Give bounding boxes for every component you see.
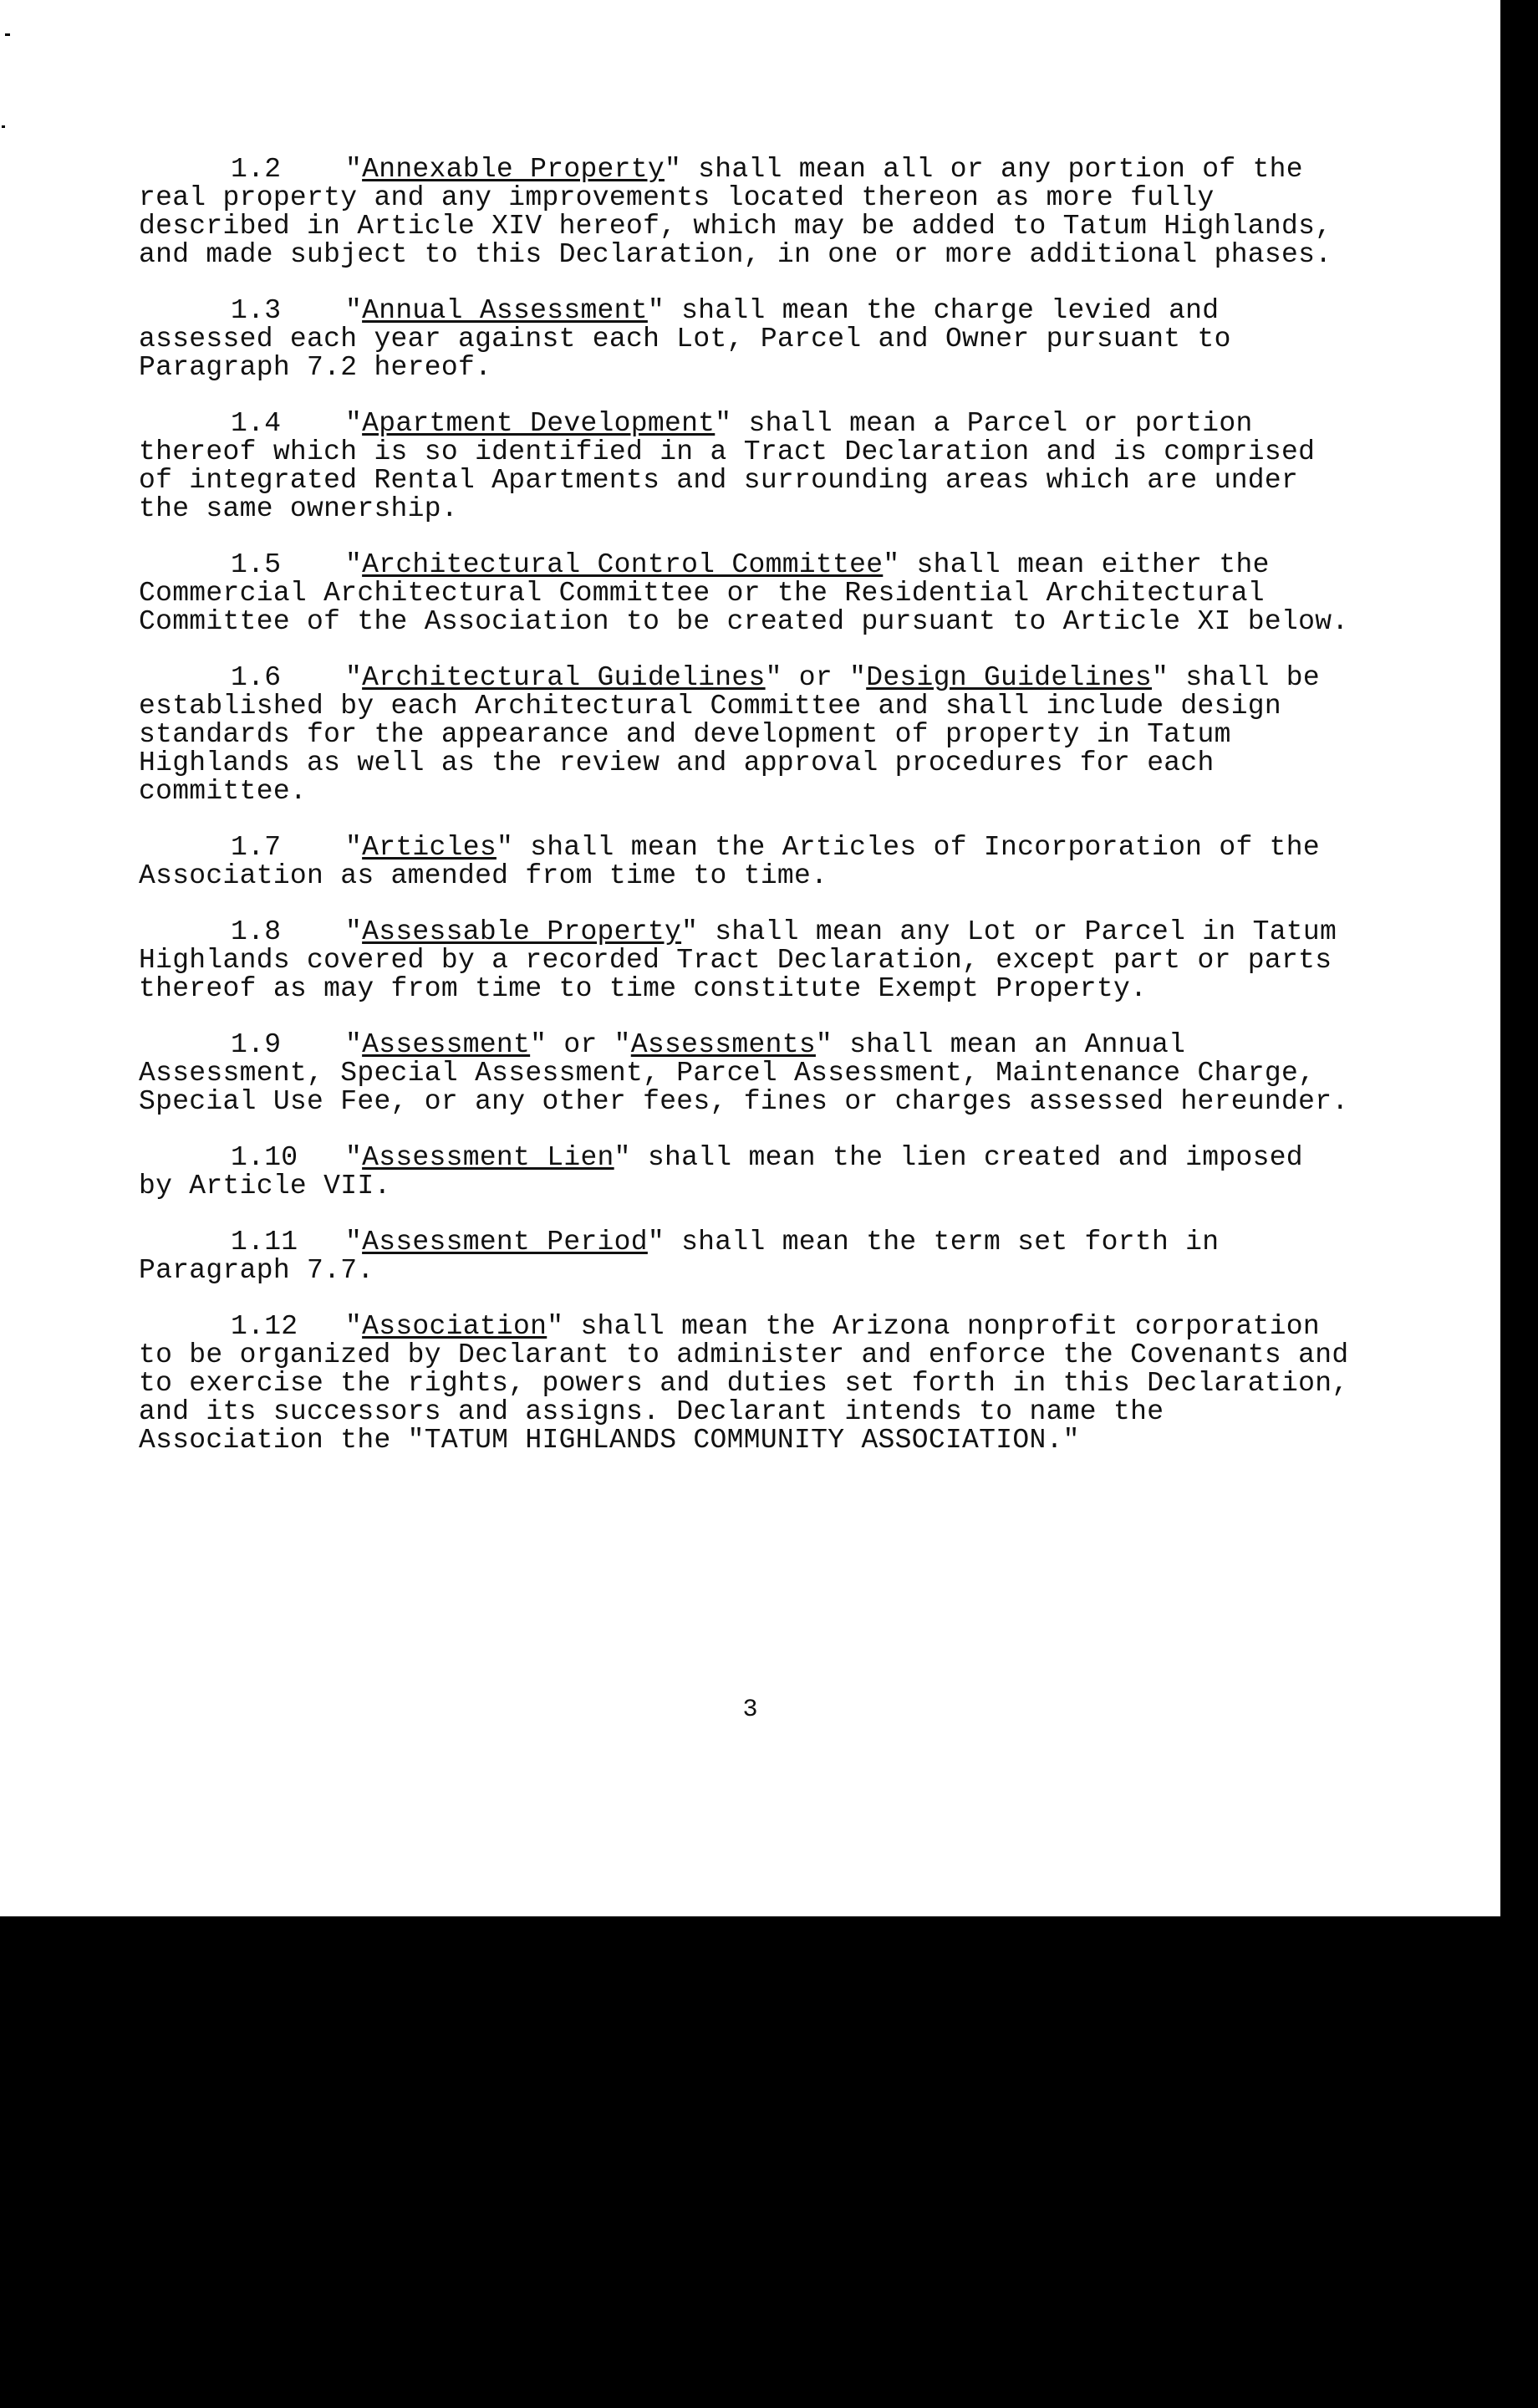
definition-paragraph	[139, 1313, 1351, 1455]
quote-open: "	[345, 549, 363, 580]
definition-text: " shall be established by each Architectural Committee and shall include design standards for the appearance and development of property in Tatum Highlands as well as the review and approval procedures for each committee.	[139, 662, 1321, 807]
definitions-body	[139, 156, 1351, 1482]
definition-text: " shall mean the term set forth in Paragraph 7.7.	[139, 1227, 1220, 1286]
quote-open: "	[345, 408, 363, 439]
definition-paragraph	[139, 297, 1351, 382]
defined-term: Annual Assessment	[362, 295, 648, 326]
quote-open: "	[345, 1029, 363, 1060]
quote-open: "	[345, 295, 363, 326]
defined-term: Assessment Period	[362, 1227, 648, 1258]
definition-text: " shall mean any Lot or Parcel in Tatum Highlands covered by a recorded Tract Declaration, except part or parts thereof as may from time to time constitute Exempt Property.	[139, 916, 1337, 1004]
defined-term: Design Guidelines	[866, 662, 1152, 693]
defined-term: Assessable Property	[362, 916, 682, 947]
defined-term: Association	[362, 1311, 547, 1342]
connector-text: " or "	[530, 1029, 631, 1060]
connector-text: " or "	[765, 662, 867, 693]
defined-term: Assessment Lien	[362, 1142, 614, 1173]
scan-speck	[5, 33, 10, 36]
quote-open: "	[345, 1311, 363, 1342]
definition-paragraph	[139, 1228, 1351, 1285]
defined-term: Annexable Property	[362, 154, 665, 185]
definition-number: 1.12	[231, 1311, 298, 1342]
definition-text: " shall mean the charge levied and assessed each year against each Lot, Parcel and Owner pursuant to Paragraph 7.2 hereof.	[139, 295, 1231, 383]
definition-number: 1.9	[231, 1029, 282, 1060]
definition-paragraph	[139, 918, 1351, 1003]
quote-open: "	[345, 154, 363, 185]
scan-bottom-margin	[0, 1916, 1538, 2408]
quote-open: "	[345, 1142, 363, 1173]
definition-paragraph	[139, 410, 1351, 523]
quote-open: "	[345, 832, 363, 863]
defined-term: Architectural Guidelines	[362, 662, 766, 693]
definition-text: " shall mean all or any portion of the real property and any improvements located thereon as more fully described in Article XIV hereof, which may be added to Tatum Highlands, and made subject to this Declaration, in one or more additional phases.	[139, 154, 1332, 270]
quote-open: "	[345, 916, 363, 947]
definition-text: " shall mean an Annual Assessment, Special Assessment, Parcel Assessment, Maintenance Charge, Special Use Fee, or any other fees, fines or charges assessed hereunder.	[139, 1029, 1349, 1117]
definition-text: " shall mean the lien created and imposed by Article VII.	[139, 1142, 1303, 1201]
definition-paragraph	[139, 156, 1351, 269]
definition-number: 1.10	[231, 1142, 298, 1173]
definition-number: 1.5	[231, 549, 282, 580]
defined-term: Architectural Control Committee	[362, 549, 884, 580]
definition-text: " shall mean a Parcel or portion thereof which is so identified in a Tract Declaration and is comprised of integrated Rental Apartments and surrounding areas which are under the same ownership.	[139, 408, 1316, 524]
definition-text: " shall mean the Arizona nonprofit corporation to be organized by Declarant to administer and enforce the Covenants and to exercise the rights, powers and duties set forth in this Declaration, and its successors and assigns. Declarant intends to name the Association the "TATUM HIGHLANDS COMMUNITY ASSOCIATION."	[139, 1311, 1349, 1456]
definition-number: 1.4	[231, 408, 282, 439]
quote-open: "	[345, 662, 363, 693]
definition-paragraph	[139, 1031, 1351, 1116]
definition-number: 1.8	[231, 916, 282, 947]
definition-paragraph	[139, 1144, 1351, 1201]
definition-text: " shall mean either the Commercial Architectural Committee or the Residential Architectural Committee of the Association to be created pursuant to Article XI below.	[139, 549, 1349, 637]
defined-term: Articles	[362, 832, 497, 863]
definition-number: 1.6	[231, 662, 282, 693]
page-number: 3	[742, 1696, 758, 1724]
definition-paragraph	[139, 551, 1351, 636]
definition-number: 1.2	[231, 154, 282, 185]
defined-term: Assessments	[630, 1029, 816, 1060]
definition-number: 1.11	[231, 1227, 298, 1258]
definition-number: 1.3	[231, 295, 282, 326]
quote-open: "	[345, 1227, 363, 1258]
definition-text: " shall mean the Articles of Incorporation of the Association as amended from time to time.	[139, 832, 1320, 891]
scan-speck	[2, 125, 5, 128]
defined-term: Assessment	[362, 1029, 531, 1060]
definition-paragraph	[139, 834, 1351, 890]
definition-paragraph	[139, 664, 1351, 806]
defined-term: Apartment Development	[362, 408, 716, 439]
definition-number: 1.7	[231, 832, 282, 863]
